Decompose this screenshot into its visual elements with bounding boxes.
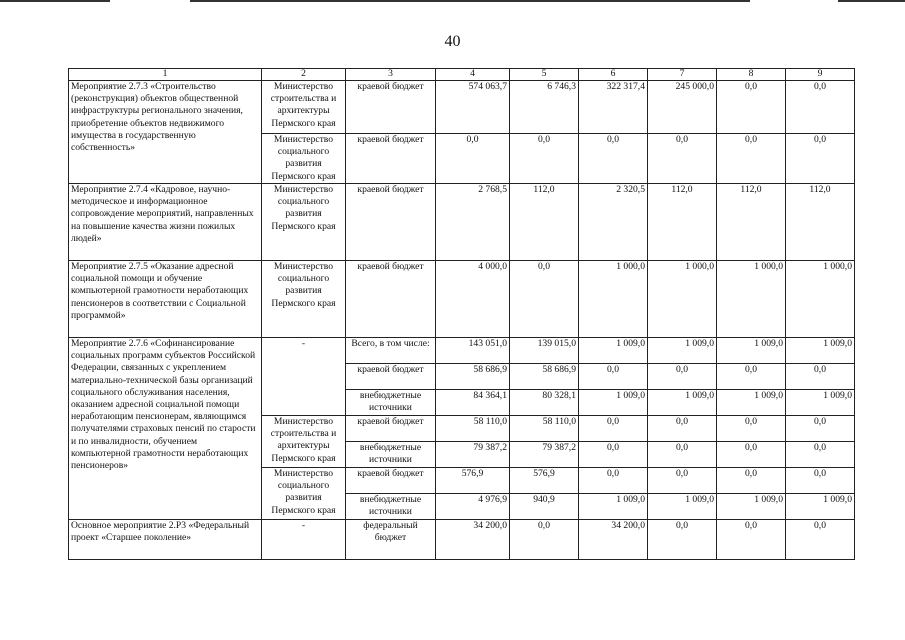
amount-cell: 0,0 (717, 468, 786, 494)
amount-cell: 0,0 (786, 134, 855, 184)
executor-cell: - (262, 520, 346, 560)
amount-cell: 1 009,0 (579, 338, 648, 364)
amount-cell: 0,0 (648, 442, 717, 468)
column-header: 1 (69, 69, 262, 81)
amount-cell: 0,0 (436, 134, 510, 184)
amount-cell: 0,0 (786, 416, 855, 442)
amount-cell: 0,0 (717, 416, 786, 442)
amount-cell: 6 746,3 (510, 81, 579, 134)
amount-cell: 0,0 (579, 134, 648, 184)
measure-description: Мероприятие 2.7.6 «Софинансирование социальных программ субъектов Российской Федерации, связанных с укреплением материально-технической базы организаций социального обслуживания населения, оказанием адресной социальной помощи неработающим пенсионерам, являющимся получателями страховых пенсий по старости и по инвалидности, обучением компьютерной грамотности неработающих пенсионеров» (69, 338, 262, 520)
top-edge-line-middle (190, 0, 750, 2)
column-number-row (69, 69, 855, 81)
measure-description: Основное мероприятие 2.Р3 «Федеральный проект «Старшее поколение» (69, 520, 262, 560)
amount-cell: 1 009,0 (786, 390, 855, 416)
amount-cell: 0,0 (648, 468, 717, 494)
measure-description: Мероприятие 2.7.5 «Оказание адресной социальной помощи и обучение компьютерной грамотности неработающих пенсионеров в соответствии с Социальной программой» (69, 261, 262, 338)
amount-cell: 322 317,4 (579, 81, 648, 134)
funding-source-cell: краевой бюджет (346, 184, 436, 261)
amount-cell: 1 000,0 (579, 261, 648, 338)
amount-cell: 0,0 (786, 520, 855, 560)
table-row (69, 338, 855, 364)
amount-cell: 574 063,7 (436, 81, 510, 134)
amount-cell: 112,0 (510, 184, 579, 261)
amount-cell: 0,0 (648, 416, 717, 442)
executor-cell: Министерство социального развития Пермского края (262, 261, 346, 338)
funding-source-cell: краевой бюджет (346, 416, 436, 442)
amount-cell: 1 009,0 (717, 494, 786, 520)
amount-cell: 143 051,0 (436, 338, 510, 364)
funding-source-cell: внебюджетные источники (346, 390, 436, 416)
amount-cell: 1 009,0 (648, 494, 717, 520)
amount-cell: 0,0 (717, 134, 786, 184)
amount-cell: 80 328,1 (510, 390, 579, 416)
amount-cell: 940,9 (510, 494, 579, 520)
amount-cell: 1 009,0 (717, 390, 786, 416)
amount-cell: 0,0 (717, 81, 786, 134)
amount-cell: 58 686,9 (436, 364, 510, 390)
executor-cell: Министерство строительства и архитектуры Пермского края (262, 81, 346, 134)
funding-source-cell: краевой бюджет (346, 81, 436, 134)
amount-cell: 1 000,0 (786, 261, 855, 338)
funding-source-cell: краевой бюджет (346, 468, 436, 494)
executor-cell: Министерство социального развития Пермского края (262, 134, 346, 184)
amount-cell: 0,0 (786, 468, 855, 494)
table-row (69, 81, 855, 134)
amount-cell: 112,0 (717, 184, 786, 261)
amount-cell: 1 009,0 (786, 338, 855, 364)
amount-cell: 4 976,9 (436, 494, 510, 520)
amount-cell: 1 009,0 (579, 390, 648, 416)
amount-cell: 0,0 (648, 134, 717, 184)
table-row (69, 261, 855, 338)
amount-cell: 1 000,0 (717, 261, 786, 338)
amount-cell: 79 387,2 (436, 442, 510, 468)
column-header: 8 (717, 69, 786, 81)
funding-source-cell: внебюджетные источники (346, 494, 436, 520)
amount-cell: 2 320,5 (579, 184, 648, 261)
top-edge-line-left (0, 0, 110, 2)
column-header: 6 (579, 69, 648, 81)
amount-cell: 79 387,2 (510, 442, 579, 468)
amount-cell: 1 009,0 (648, 338, 717, 364)
column-header: 9 (786, 69, 855, 81)
amount-cell: 0,0 (579, 416, 648, 442)
page-number: 40 (444, 33, 461, 50)
amount-cell: 1 009,0 (717, 338, 786, 364)
funding-source-cell: краевой бюджет (346, 134, 436, 184)
amount-cell: 1 009,0 (648, 390, 717, 416)
amount-cell: 58 110,0 (510, 416, 579, 442)
funding-source-cell: краевой бюджет (346, 364, 436, 390)
amount-cell: 0,0 (648, 520, 717, 560)
amount-cell: 1 009,0 (579, 494, 648, 520)
funding-source-cell: федеральный бюджет (346, 520, 436, 560)
amount-cell: 1 009,0 (786, 494, 855, 520)
amount-cell: 0,0 (510, 520, 579, 560)
column-header: 7 (648, 69, 717, 81)
funding-source-cell: краевой бюджет (346, 261, 436, 338)
amount-cell: 0,0 (717, 442, 786, 468)
amount-cell: 0,0 (510, 261, 579, 338)
amount-cell: 34 200,0 (436, 520, 510, 560)
amount-cell: 0,0 (717, 364, 786, 390)
amount-cell: 58 686,9 (510, 364, 579, 390)
amount-cell: 0,0 (786, 364, 855, 390)
amount-cell: 576,9 (436, 468, 510, 494)
amount-cell: 84 364,1 (436, 390, 510, 416)
amount-cell: 139 015,0 (510, 338, 579, 364)
funding-source-cell: внебюджетные источники (346, 442, 436, 468)
amount-cell: 4 000,0 (436, 261, 510, 338)
executor-cell: Министерство социального развития Пермского края (262, 184, 346, 261)
amount-cell: 0,0 (579, 364, 648, 390)
executor-cell: Министерство социального развития Пермского края (262, 468, 346, 520)
measure-description: Мероприятие 2.7.4 «Кадровое, научно-методическое и информационное сопровождение мероприятий, направленных на повышение качества жизни пожилых людей» (69, 184, 262, 261)
amount-cell: 0,0 (579, 468, 648, 494)
amount-cell: 0,0 (786, 81, 855, 134)
measure-description: Мероприятие 2.7.3 «Строительство (реконструкция) объектов общественной инфраструктуры регионального значения, приобретение объектов недвижимого имущества в государственную собственность» (69, 81, 262, 184)
column-header: 4 (436, 69, 510, 81)
top-edge-line-right (838, 0, 905, 2)
table-row (69, 184, 855, 261)
amount-cell: 2 768,5 (436, 184, 510, 261)
amount-cell: 245 000,0 (648, 81, 717, 134)
table-row (69, 520, 855, 560)
column-header: 3 (346, 69, 436, 81)
amount-cell: 112,0 (786, 184, 855, 261)
budget-table (68, 68, 855, 560)
amount-cell: 0,0 (717, 520, 786, 560)
executor-cell: - (262, 338, 346, 416)
amount-cell: 0,0 (786, 442, 855, 468)
column-header: 2 (262, 69, 346, 81)
amount-cell: 34 200,0 (579, 520, 648, 560)
amount-cell: 0,0 (510, 134, 579, 184)
amount-cell: 1 000,0 (648, 261, 717, 338)
funding-source-cell: Всего, в том числе: (346, 338, 436, 364)
amount-cell: 112,0 (648, 184, 717, 261)
amount-cell: 58 110,0 (436, 416, 510, 442)
amount-cell: 0,0 (579, 442, 648, 468)
amount-cell: 0,0 (648, 364, 717, 390)
column-header: 5 (510, 69, 579, 81)
executor-cell: Министерство строительства и архитектуры Пермского края (262, 416, 346, 468)
amount-cell: 576,9 (510, 468, 579, 494)
